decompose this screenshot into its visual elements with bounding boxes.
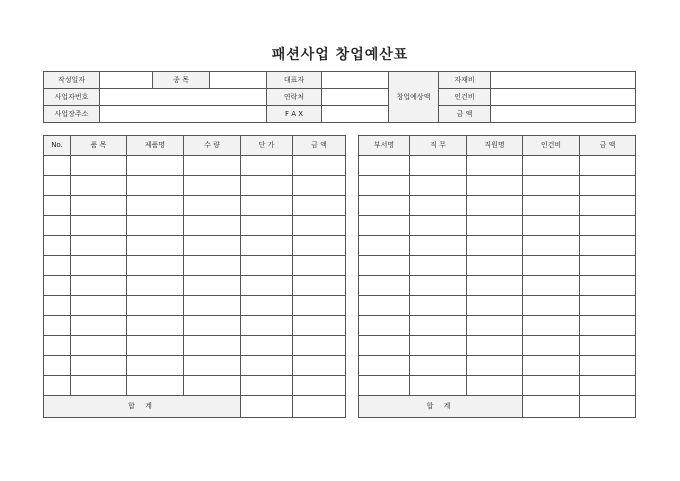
staff-cell[interactable] — [523, 216, 580, 236]
items-cell[interactable] — [184, 316, 241, 336]
staff-cell[interactable] — [467, 196, 523, 216]
staff-cell[interactable] — [410, 236, 467, 256]
table-row — [44, 356, 346, 376]
items-header-cell: No. — [44, 136, 71, 156]
staff-cell[interactable] — [410, 256, 467, 276]
staff-header-cell: 인건비 — [523, 136, 580, 156]
items-cell[interactable] — [241, 376, 293, 396]
table-row — [359, 176, 636, 196]
items-cell[interactable] — [293, 356, 346, 376]
items-cell[interactable] — [71, 216, 127, 236]
staff-cell[interactable] — [410, 196, 467, 216]
table-row — [44, 256, 346, 276]
staff-cell[interactable] — [523, 196, 580, 216]
items-cell[interactable] — [44, 216, 71, 236]
staff-cell[interactable] — [467, 356, 523, 376]
items-total-row — [44, 396, 346, 418]
items-cell[interactable] — [293, 176, 346, 196]
staff-cell[interactable] — [359, 196, 410, 216]
business-number-value[interactable] — [100, 89, 267, 106]
staff-cell[interactable] — [580, 356, 636, 376]
staff-cell[interactable] — [410, 216, 467, 236]
items-cell[interactable] — [71, 196, 127, 216]
items-cell[interactable] — [241, 316, 293, 336]
staff-cell[interactable] — [580, 256, 636, 276]
table-row — [44, 336, 346, 356]
business-info-table — [43, 71, 636, 123]
staff-cell[interactable] — [359, 256, 410, 276]
items-cell[interactable] — [241, 236, 293, 256]
items-cell[interactable] — [127, 376, 184, 396]
table-row — [359, 336, 636, 356]
location-value[interactable] — [100, 106, 267, 123]
representative-label: 대표자 — [267, 72, 322, 89]
category-label: 종 목 — [153, 72, 210, 89]
staff-cell[interactable] — [410, 296, 467, 316]
items-cell[interactable] — [293, 216, 346, 236]
items-cell[interactable] — [241, 196, 293, 216]
items-cell[interactable] — [184, 256, 241, 276]
items-cell[interactable] — [241, 176, 293, 196]
created-date-value[interactable] — [100, 72, 153, 89]
items-header-row — [44, 136, 346, 156]
items-header-cell: 품 목 — [71, 136, 127, 156]
table-row — [44, 216, 346, 236]
staff-cell[interactable] — [359, 236, 410, 256]
staff-cell[interactable] — [580, 376, 636, 396]
items-cell[interactable] — [293, 236, 346, 256]
staff-cell[interactable] — [467, 256, 523, 276]
items-cell[interactable] — [184, 176, 241, 196]
items-cell[interactable] — [293, 196, 346, 216]
staff-cell[interactable] — [467, 216, 523, 236]
staff-cell[interactable] — [523, 176, 580, 196]
items-cell[interactable] — [44, 336, 71, 356]
items-cell[interactable] — [127, 256, 184, 276]
staff-cell[interactable] — [359, 276, 410, 296]
material-cost-label: 자재비 — [439, 72, 491, 89]
items-cell[interactable] — [293, 276, 346, 296]
staff-total-label: 합 계 — [359, 396, 523, 418]
items-cell[interactable] — [127, 196, 184, 216]
staff-cell[interactable] — [467, 296, 523, 316]
items-cell[interactable] — [127, 176, 184, 196]
staff-cell[interactable] — [359, 316, 410, 336]
staff-header-cell: 부서명 — [359, 136, 410, 156]
staff-cell[interactable] — [580, 176, 636, 196]
staff-cell[interactable] — [467, 236, 523, 256]
table-row — [359, 316, 636, 336]
items-cell[interactable] — [184, 236, 241, 256]
amount-value[interactable] — [491, 106, 636, 123]
staff-cell[interactable] — [580, 236, 636, 256]
items-cell[interactable] — [184, 156, 241, 176]
items-cell[interactable] — [71, 176, 127, 196]
material-cost-value[interactable] — [491, 72, 636, 89]
staff-cell[interactable] — [359, 216, 410, 236]
items-cell[interactable] — [241, 216, 293, 236]
items-cell[interactable] — [44, 236, 71, 256]
items-cell[interactable] — [44, 356, 71, 376]
staff-cell[interactable] — [580, 276, 636, 296]
page-title: 패션사업 창업예산표 — [271, 47, 409, 63]
items-cell[interactable] — [44, 296, 71, 316]
items-header-cell: 단 가 — [241, 136, 293, 156]
representative-value[interactable] — [322, 72, 389, 89]
staff-cell[interactable] — [410, 336, 467, 356]
items-cell[interactable] — [293, 296, 346, 316]
staff-cell[interactable] — [467, 276, 523, 296]
table-row — [359, 256, 636, 276]
items-cell[interactable] — [44, 176, 71, 196]
staff-cell[interactable] — [359, 176, 410, 196]
staff-cell[interactable] — [523, 336, 580, 356]
items-cell[interactable] — [71, 356, 127, 376]
items-cell[interactable] — [127, 356, 184, 376]
items-cell[interactable] — [241, 336, 293, 356]
items-cell[interactable] — [293, 376, 346, 396]
fax-label: F A X — [267, 106, 322, 123]
staff-cell[interactable] — [359, 356, 410, 376]
table-row — [359, 276, 636, 296]
labor-cost-value[interactable] — [491, 89, 636, 106]
items-cell[interactable] — [184, 356, 241, 376]
items-cell[interactable] — [71, 156, 127, 176]
staff-cell[interactable] — [580, 216, 636, 236]
table-row — [44, 196, 346, 216]
staff-cell[interactable] — [580, 316, 636, 336]
staff-cell[interactable] — [359, 296, 410, 316]
staff-cell[interactable] — [523, 256, 580, 276]
category-value[interactable] — [210, 72, 267, 89]
items-cell[interactable] — [127, 316, 184, 336]
staff-cell[interactable] — [523, 376, 580, 396]
items-cell[interactable] — [293, 336, 346, 356]
staff-cell[interactable] — [580, 336, 636, 356]
amount-label: 금 액 — [439, 106, 491, 123]
table-row — [44, 236, 346, 256]
items-total-value[interactable] — [293, 396, 346, 418]
staff-header-cell: 직 무 — [410, 136, 467, 156]
items-cell[interactable] — [127, 276, 184, 296]
items-cell[interactable] — [127, 236, 184, 256]
items-cell[interactable] — [71, 296, 127, 316]
staff-header-cell: 직원명 — [467, 136, 523, 156]
items-header-cell: 금 액 — [293, 136, 346, 156]
table-row — [359, 356, 636, 376]
items-header-cell: 제품명 — [127, 136, 184, 156]
staff-header-row — [359, 136, 636, 156]
items-total-label: 합 계 — [44, 396, 241, 418]
staff-cell[interactable] — [523, 236, 580, 256]
table-row — [44, 376, 346, 396]
table-row — [359, 196, 636, 216]
items-cell[interactable] — [241, 256, 293, 276]
items-cell[interactable] — [184, 216, 241, 236]
items-cell[interactable] — [293, 156, 346, 176]
table-row — [359, 376, 636, 396]
items-cell[interactable] — [44, 156, 71, 176]
items-header-cell: 수 량 — [184, 136, 241, 156]
staff-cell[interactable] — [467, 336, 523, 356]
items-cell[interactable] — [71, 336, 127, 356]
items-cell[interactable] — [44, 376, 71, 396]
items-cell[interactable] — [44, 196, 71, 216]
created-date-label: 작성일자 — [44, 72, 100, 89]
staff-header-cell: 금 액 — [580, 136, 636, 156]
items-cell[interactable] — [71, 236, 127, 256]
staff-cell[interactable] — [410, 376, 467, 396]
table-row — [359, 296, 636, 316]
location-label: 사업장주소 — [44, 106, 100, 123]
business-number-label: 사업자번호 — [44, 89, 100, 106]
staff-cell[interactable] — [523, 296, 580, 316]
items-total-value[interactable] — [241, 396, 293, 418]
table-row — [44, 156, 346, 176]
staff-cell[interactable] — [580, 156, 636, 176]
items-cell[interactable] — [184, 296, 241, 316]
table-row — [359, 156, 636, 176]
staff-cell[interactable] — [410, 276, 467, 296]
labor-cost-label: 인건비 — [439, 89, 491, 106]
fax-value[interactable] — [322, 106, 389, 123]
staff-total-row — [359, 396, 636, 418]
staff-cell[interactable] — [467, 316, 523, 336]
staff-cell[interactable] — [359, 376, 410, 396]
items-cell[interactable] — [127, 216, 184, 236]
staff-total-value[interactable] — [523, 396, 580, 418]
staff-cell[interactable] — [410, 356, 467, 376]
staff-cell[interactable] — [359, 156, 410, 176]
items-cell[interactable] — [184, 376, 241, 396]
items-cell[interactable] — [44, 256, 71, 276]
items-cell[interactable] — [241, 156, 293, 176]
items-cell[interactable] — [71, 256, 127, 276]
table-row — [44, 176, 346, 196]
items-cell[interactable] — [293, 316, 346, 336]
staff-cell[interactable] — [523, 276, 580, 296]
items-cell[interactable] — [44, 316, 71, 336]
staff-cell[interactable] — [523, 356, 580, 376]
staff-table — [358, 135, 636, 418]
staff-cell[interactable] — [580, 196, 636, 216]
staff-cell[interactable] — [467, 156, 523, 176]
items-cell[interactable] — [184, 196, 241, 216]
table-row — [44, 296, 346, 316]
items-cell[interactable] — [184, 336, 241, 356]
staff-cell[interactable] — [410, 176, 467, 196]
staff-cell[interactable] — [580, 296, 636, 316]
staff-cell[interactable] — [467, 376, 523, 396]
contact-value[interactable] — [322, 89, 389, 106]
items-cell[interactable] — [241, 296, 293, 316]
items-table — [43, 135, 346, 418]
staff-total-value[interactable] — [580, 396, 636, 418]
items-cell[interactable] — [184, 276, 241, 296]
items-cell[interactable] — [71, 316, 127, 336]
staff-cell[interactable] — [410, 316, 467, 336]
items-cell[interactable] — [127, 296, 184, 316]
items-cell[interactable] — [127, 156, 184, 176]
items-cell[interactable] — [127, 336, 184, 356]
table-row — [44, 316, 346, 336]
table-row — [359, 236, 636, 256]
staff-cell[interactable] — [523, 316, 580, 336]
staff-cell[interactable] — [410, 156, 467, 176]
table-row — [359, 216, 636, 236]
table-row — [44, 276, 346, 296]
contact-label: 연락처 — [267, 89, 322, 106]
items-cell[interactable] — [241, 276, 293, 296]
items-cell[interactable] — [293, 256, 346, 276]
staff-cell[interactable] — [467, 176, 523, 196]
items-cell[interactable] — [71, 276, 127, 296]
items-cell[interactable] — [44, 276, 71, 296]
startup-budget-label: 창업예상액 — [389, 72, 439, 123]
staff-cell[interactable] — [523, 156, 580, 176]
items-cell[interactable] — [71, 376, 127, 396]
staff-cell[interactable] — [359, 336, 410, 356]
items-cell[interactable] — [241, 356, 293, 376]
